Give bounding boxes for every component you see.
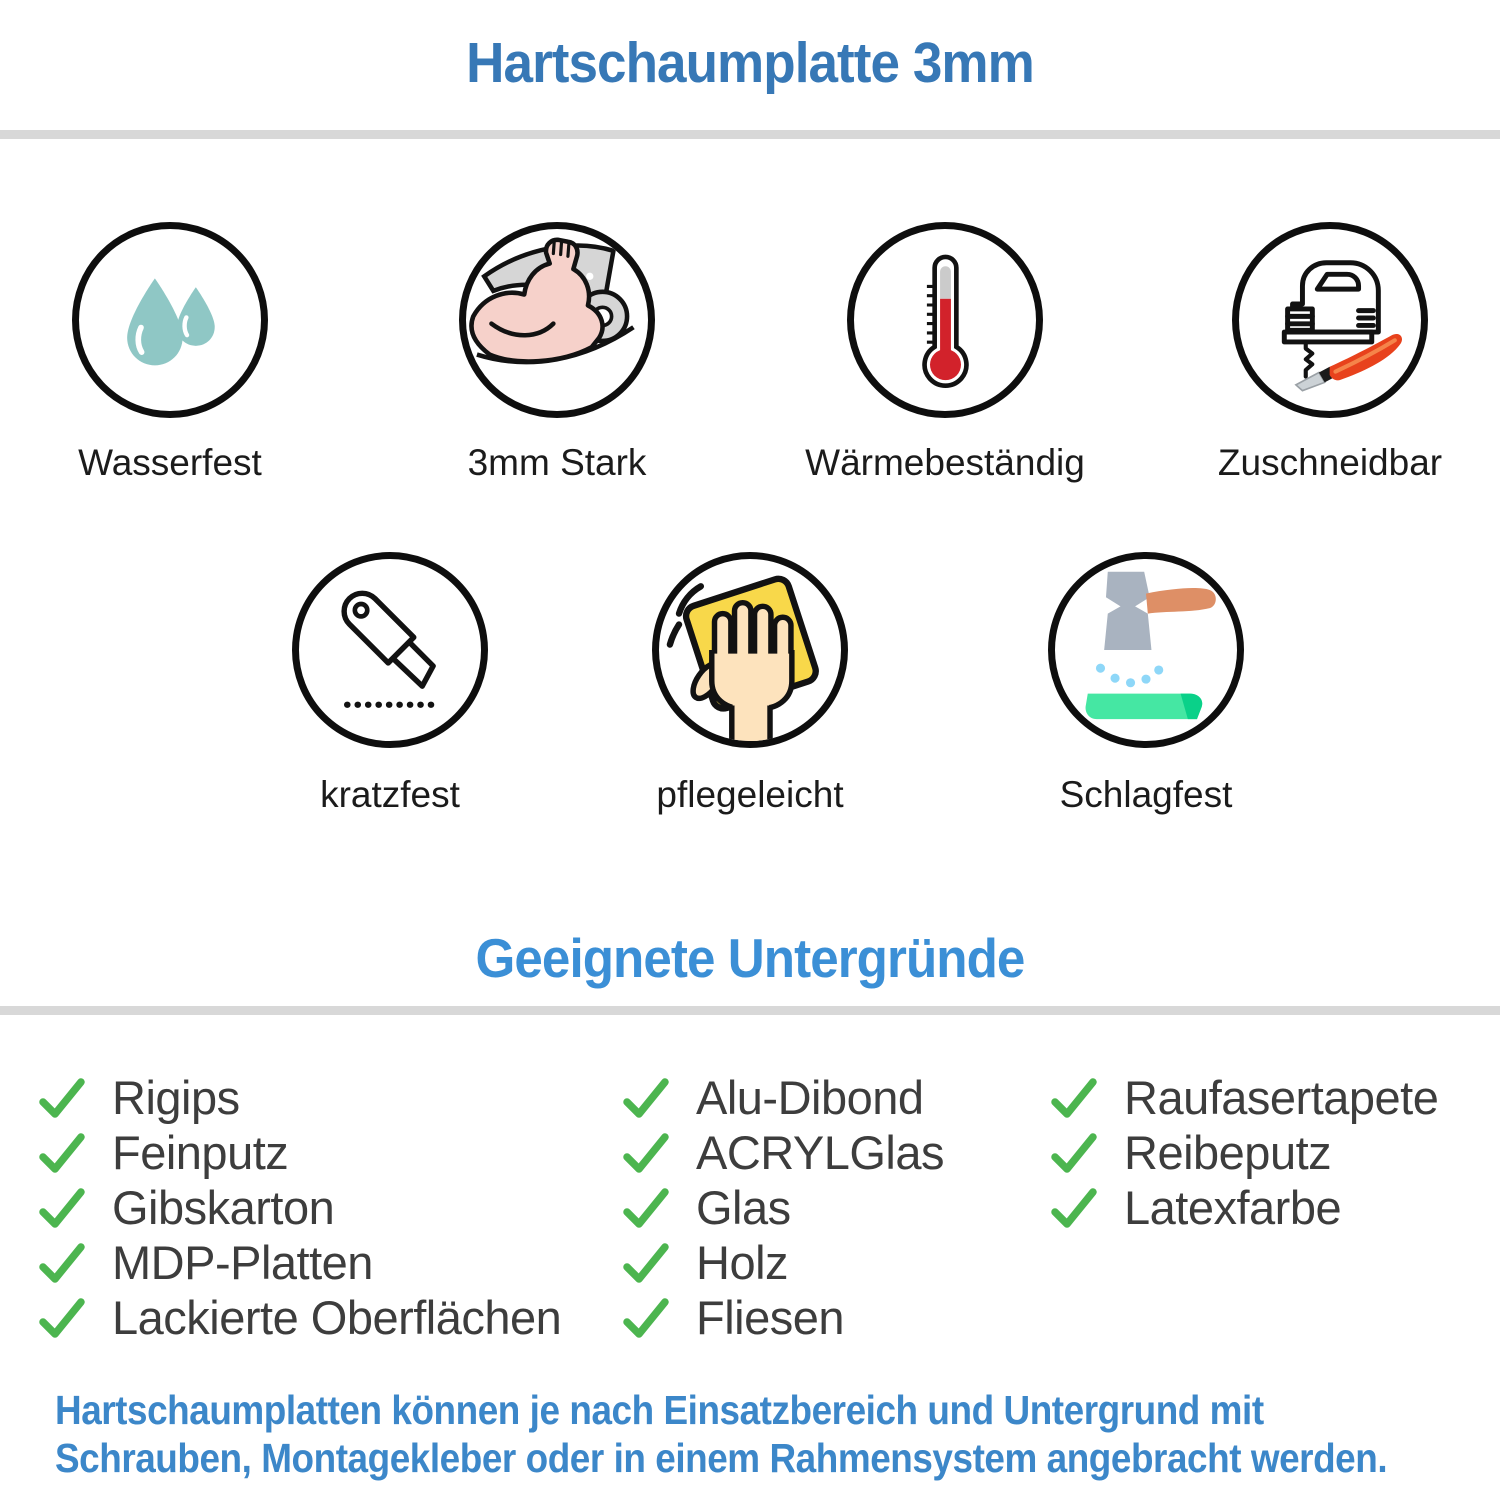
- wiping-hand-cloth-icon: [659, 559, 841, 741]
- check-icon: [1050, 1131, 1098, 1175]
- section-title: Geeignete Untergründe: [475, 927, 1025, 989]
- check-icon: [38, 1296, 86, 1340]
- checklist-item: [622, 1290, 944, 1345]
- feature-label: Wasserfest: [78, 442, 262, 483]
- feature-circle-wasserfest: [72, 222, 268, 418]
- checklist-item-label: Feinputz: [112, 1126, 289, 1179]
- checklist-item: [1050, 1180, 1438, 1235]
- check-icon: [622, 1131, 670, 1175]
- feature-label: pflegeleicht: [656, 774, 844, 815]
- checklist-item-label: Glas: [696, 1181, 791, 1234]
- feature-label: Zuschneidbar: [1217, 442, 1443, 483]
- utility-knife-icon: [313, 573, 468, 728]
- feature-label: Schlagfest: [1059, 774, 1233, 815]
- feature-label: Wärmebeständig: [805, 442, 1085, 483]
- check-icon: [622, 1241, 670, 1285]
- check-icon: [38, 1076, 86, 1120]
- checklist-item: [38, 1180, 561, 1235]
- check-icon: [622, 1186, 670, 1230]
- feature-circle-waermebestaendig: [847, 222, 1043, 418]
- footer-line-1: Hartschaumplatten können je nach Einsatzbereich und Untergrund mit: [55, 1387, 1264, 1433]
- checklist-item-label: Rigips: [112, 1071, 240, 1124]
- water-drops-icon: [107, 257, 233, 383]
- checklist-item-label: Fliesen: [696, 1291, 845, 1344]
- checklist-item: [1050, 1070, 1438, 1125]
- feature-label: 3mm Stark: [467, 442, 647, 483]
- check-icon: [38, 1241, 86, 1285]
- feature-circle-schlagfest: [1048, 552, 1244, 748]
- divider-middle: [0, 1006, 1500, 1015]
- checklist-item-label: ACRYLGlas: [696, 1126, 945, 1179]
- checklist-item-label: MDP-Platten: [112, 1236, 373, 1289]
- checklist-item: [38, 1235, 561, 1290]
- page-title: Hartschaumplatte 3mm: [466, 31, 1034, 95]
- checklist-item: [622, 1125, 944, 1180]
- checklist-item: [38, 1070, 561, 1125]
- checklist-column-2: [622, 1070, 944, 1345]
- feature-circle-pflegeleicht: [652, 552, 848, 748]
- feature-circle-kratzfest: [292, 552, 488, 748]
- feature-circle-zuschneidbar: [1232, 222, 1428, 418]
- thermometer-icon: [899, 243, 992, 398]
- jigsaw-cutter-icon: [1248, 238, 1413, 403]
- checklist-item-label: Raufasertapete: [1124, 1071, 1439, 1124]
- check-icon: [622, 1076, 670, 1120]
- checklist-item: [622, 1180, 944, 1235]
- footer-note: [55, 1386, 1387, 1482]
- checklist-item: [622, 1235, 944, 1290]
- feature-label: kratzfest: [320, 774, 460, 815]
- checklist-column-3: [1050, 1070, 1438, 1235]
- footer-line-2: Schrauben, Montagekleber oder in einem Rahmensystem angebracht werden.: [55, 1435, 1388, 1481]
- checklist-item-label: Reibeputz: [1124, 1126, 1332, 1179]
- hammer-impact-icon: [1055, 559, 1237, 741]
- feature-circle-3mm-stark: [459, 222, 655, 418]
- flexed-arm-roll-icon: [466, 229, 648, 411]
- checklist-item: [1050, 1125, 1438, 1180]
- check-icon: [38, 1186, 86, 1230]
- checklist-item-label: Lackierte Oberflächen: [112, 1291, 562, 1344]
- checklist-item: [622, 1070, 944, 1125]
- check-icon: [1050, 1076, 1098, 1120]
- check-icon: [38, 1131, 86, 1175]
- checklist-item-label: Latexfarbe: [1124, 1181, 1342, 1234]
- check-icon: [1050, 1186, 1098, 1230]
- divider-top: [0, 130, 1500, 139]
- checklist-item-label: Alu-Dibond: [696, 1071, 924, 1124]
- check-icon: [622, 1296, 670, 1340]
- checklist-item: [38, 1290, 561, 1345]
- checklist-column-1: [38, 1070, 561, 1345]
- checklist-item-label: Gibskarton: [112, 1181, 335, 1234]
- checklist-item-label: Holz: [696, 1236, 789, 1289]
- checklist-item: [38, 1125, 561, 1180]
